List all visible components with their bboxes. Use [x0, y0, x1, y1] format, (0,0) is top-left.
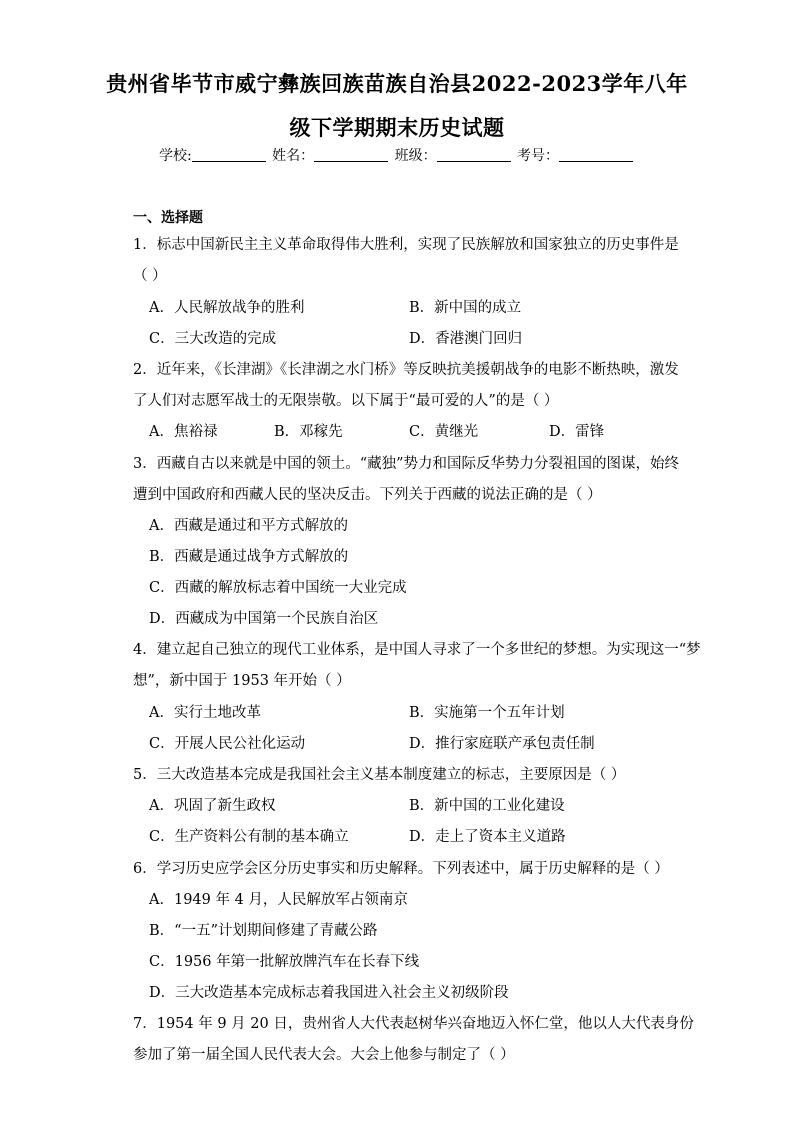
question-2-option-c: C．黄继光	[409, 424, 479, 440]
exam-number-blank	[559, 147, 633, 162]
question-2-option-a: A．焦裕禄	[149, 424, 218, 440]
question-6-option-d: D．三大改造基本完成标志着我国进入社会主义初级阶段	[149, 985, 509, 1001]
question-2-option-b: B．邓稼先	[274, 424, 343, 440]
question-1-option-d: D．香港澳门回归	[409, 331, 523, 347]
question-3-line-2: 遭到中国政府和西藏人民的坚决反击。下列关于西藏的说法正确的是（ ）	[133, 487, 602, 503]
question-2-option-d: D．雷锋	[549, 424, 605, 440]
question-5-option-d: D．走上了资本主义道路	[409, 829, 566, 845]
question-7-line-1: 7．1954 年 9 月 20 日，贵州省人大代表赵树华兴奋地迈入怀仁堂，他以人大代表身份	[133, 1016, 694, 1032]
class-blank	[437, 147, 511, 162]
question-5-line-1: 5．三大改造基本完成是我国社会主义基本制度建立的标志，主要原因是（ ）	[133, 767, 626, 783]
question-5-option-a: A．巩固了新生政权	[149, 798, 276, 814]
question-5-option-b: B．新中国的工业化建设	[409, 798, 565, 814]
question-6-option-c: C．1956 年第一批解放牌汽车在长春下线	[149, 954, 420, 970]
question-1-line-2: （ ）	[133, 268, 167, 284]
question-1-line-1: 1．标志中国新民主主义革命取得伟大胜利，实现了民族解放和国家独立的历史事件是	[133, 237, 679, 253]
exam-title-line2: 级下学期期末历史试题	[289, 115, 505, 140]
question-4-option-b: B．实施第一个五年计划	[409, 705, 565, 721]
exam-title-line1: 贵州省毕节市威宁彝族回族苗族自治县2022-2023学年八年	[106, 71, 688, 96]
question-1-option-a: A．人民解放战争的胜利	[149, 300, 305, 316]
question-4-line-2: 想”，新中国于 1953 年开始（ ）	[133, 673, 351, 689]
question-4-line-1: 4．建立起自己独立的现代工业体系，是中国人寻求了一个多世纪的梦想。为实现这一“梦	[133, 642, 701, 658]
school-blank	[192, 147, 266, 162]
section-title: 一、选择题	[133, 210, 203, 226]
question-7-line-2: 参加了第一届全国人民代表大会。大会上他参与制定了（ ）	[133, 1047, 515, 1063]
question-6-option-b: B．“一五”计划期间修建了青藏公路	[149, 923, 378, 939]
class-label: 班级：	[394, 148, 437, 164]
name-label: 姓名：	[272, 148, 315, 164]
student-info-row	[0, 145, 794, 165]
question-3-option-a: A．西藏是通过和平方式解放的	[149, 518, 348, 534]
question-4-option-a: A．实行土地改革	[149, 705, 261, 721]
question-5-option-c: C．生产资料公有制的基本确立	[149, 829, 349, 845]
question-1-option-b: B．新中国的成立	[409, 300, 522, 316]
school-label: 学校:	[158, 148, 192, 164]
question-4-option-d: D．推行家庭联产承包责任制	[409, 736, 595, 752]
question-6-option-a: A．1949 年 4 月，人民解放军占领南京	[149, 892, 408, 908]
question-6-line-1: 6．学习历史应学会区分历史事实和历史解释。下列表述中，属于历史解释的是（ ）	[133, 861, 669, 877]
question-3-option-d: D．西藏成为中国第一个民族自治区	[149, 611, 379, 627]
question-2-line-2: 了人们对志愿军战士的无限崇敬。以下属于“最可爱的人”的是（ ）	[133, 393, 559, 409]
name-blank	[314, 147, 388, 162]
question-1-option-c: C．三大改造的完成	[149, 331, 277, 347]
question-2-line-1: 2．近年来，《长津湖》《长津湖之水门桥》等反映抗美援朝战争的电影不断热映，激发	[133, 362, 679, 378]
question-3-line-1: 3．西藏自古以来就是中国的领土。“藏独”势力和国际反华势力分裂祖国的图谋，始终	[133, 456, 680, 472]
question-3-option-b: B．西藏是通过战争方式解放的	[149, 549, 349, 565]
question-3-option-c: C．西藏的解放标志着中国统一大业完成	[149, 580, 407, 596]
question-4-option-c: C．开展人民公社化运动	[149, 736, 306, 752]
exam-number-label: 考号：	[517, 148, 560, 164]
